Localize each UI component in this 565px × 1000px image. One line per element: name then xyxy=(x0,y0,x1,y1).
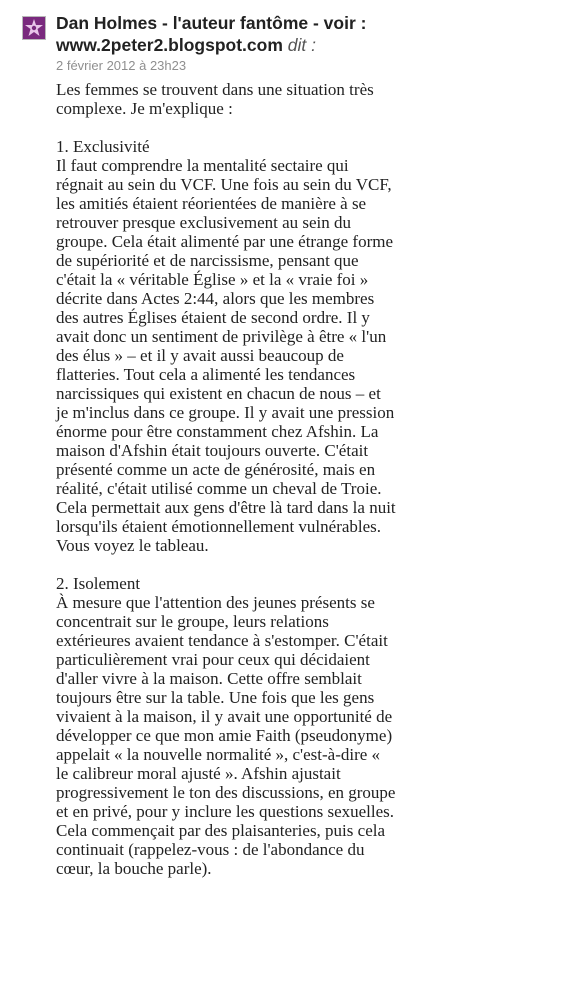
paragraph-heading: 1. Exclusivité xyxy=(56,137,150,156)
comment-body xyxy=(56,80,396,897)
avatar-icon[interactable] xyxy=(22,16,46,40)
comment-header xyxy=(56,12,556,75)
paragraph-text: À mesure que l'attention des jeunes présents se concentrait sur le groupe, leurs relations extérieures avaient tendance à s'estomper. C'était particulièrement vrai pour ceux qui décidaient d'aller vivre à la maison. Cette offre semblait toujours être sur la table. Une fois que les gens vivaient à la maison, il y avait une opportunité de développer ce que mon amie Faith (pseudonyme) appelait « la nouvelle normalité », c'est-à-dire « le calibreur moral ajusté ». Afshin ajustait progressivement le ton des discussions, en groupe et en privé, pour y inclure les questions sexuelles. Cela commençait par des plaisanteries, puis cela continuait (rappelez-vous : de l'abondance du cœur, la bouche parle). xyxy=(56,593,396,878)
paragraph-heading: 2. Isolement xyxy=(56,574,141,593)
paragraph-text: Il faut comprendre la mentalité sectaire qui régnait au sein du VCF. Une fois au sein du VCF, les amitiés étaient réorientées de manière à se retrouver presque exclusivement au sein du groupe. Cela était alimenté par une étrange forme de supériorité et de narcissisme, pensant que c'était la « véritable Église » et la « vraie foi » décrite dans Actes 2:44, alors que les membres des autres Églises étaient de second ordre. Il y avait donc un sentiment de privilège à être « l'un des élus » – et il y avait aussi beaucoup de flatteries. Tout cela a alimenté les tendances narcissiques qui existent en chacun de nous – et je m'inclus dans ce groupe. Il y avait une pression énorme pour être constamment chez Afshin. La maison d'Afshin était toujours ouverte. C'était présenté comme un acte de générosité, mais en réalité, c'était utilisé comme un cheval de Troie. Cela permettait aux gens d'être là tard dans la nuit lorsqu'ils étaient émotionnellement vulnérables. Vous voyez le tableau. xyxy=(56,156,396,555)
says-label: dit : xyxy=(287,35,316,55)
author-link[interactable]: www.2peter2.blogspot.com xyxy=(56,35,283,55)
comment-paragraph-exclusivite xyxy=(56,137,396,555)
avatar-graphic xyxy=(23,17,45,39)
comment-paragraph-intro xyxy=(56,80,396,118)
author-name[interactable]: Dan Holmes - l'auteur fantôme - voir : xyxy=(56,13,367,33)
author-name-line2 xyxy=(56,34,556,56)
comment-timestamp[interactable]: 2 février 2012 à 23h23 xyxy=(56,58,187,73)
author-name-line1 xyxy=(56,12,556,34)
paragraph-text: Les femmes se trouvent dans une situation très complexe. Je m'explique : xyxy=(56,80,374,118)
comment-paragraph-isolement xyxy=(56,574,396,878)
